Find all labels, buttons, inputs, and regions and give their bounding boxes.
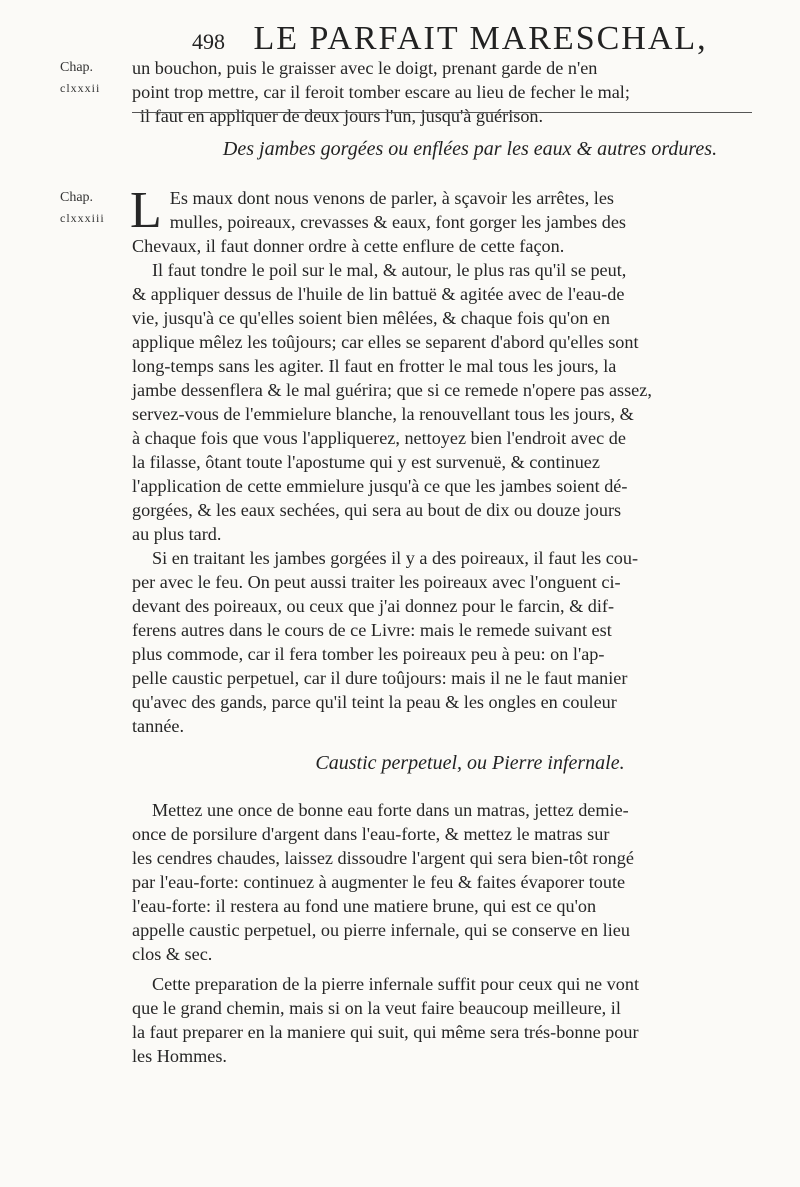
drop-cap: L: [130, 182, 162, 239]
text-line: Cette preparation de la pierre infernale suffit pour ceux qui ne vont: [152, 974, 640, 994]
text-line: appelle caustic perpetuel, ou pierre infernale, qui se conserve en lieu: [132, 920, 630, 940]
text-line: les Hommes.: [132, 1046, 227, 1066]
text-line: devant des poireaux, ou ceux que j'ai donnez pour le farcin, & dif-: [132, 596, 615, 616]
text-line: vie, jusqu'à ce qu'elles soient bien mêlées, & chaque fois qu'on en: [132, 308, 611, 328]
text-line: l'application de cette emmielure jusqu'à ce que les jambes soient dé-: [132, 476, 628, 496]
text-line: plus commode, car il fera tomber les poireaux peu à peu: on l'ap-: [132, 644, 605, 664]
margin-note-chapter-183: [60, 188, 130, 228]
text-line: clos & sec.: [132, 944, 213, 964]
text-line: la faut preparer en la maniere qui suit, qui même sera trés-bonne pour: [132, 1022, 639, 1042]
text-line: servez-vous de l'emmielure blanche, la renouvellant tous les jours, &: [132, 404, 634, 424]
text-line: qu'avec des gands, parce qu'il teint la peau & les ongles en couleur: [132, 692, 617, 712]
text-line: il faut en appliquer de deux jours l'un, jusqu'à guérison.: [140, 106, 544, 126]
text-line: Chevaux, il faut donner ordre à cette enflure de cette façon.: [132, 236, 565, 256]
text-line: les cendres chaudes, laissez dissoudre l'argent qui sera bien-tôt rongé: [132, 848, 634, 868]
margin-note-number: clxxxiii: [60, 211, 105, 225]
text-line: per avec le feu. On peut aussi traiter les poireaux avec l'onguent ci-: [132, 572, 621, 592]
paragraph-4: [132, 798, 792, 966]
top-text-block: [132, 56, 792, 128]
margin-note-label: Chap.: [60, 60, 94, 75]
text-line: once de porsilure d'argent dans l'eau-forte, & mettez le matras sur: [132, 824, 610, 844]
text-line: mulles, poireaux, crevasses & eaux, font gorger les jambes des: [169, 212, 627, 232]
section-divider: [132, 112, 752, 113]
text-line: tannée.: [132, 716, 185, 736]
paragraph-2: [132, 258, 792, 546]
text-line: gorgées, & les eaux sechées, qui sera au bout de dix ou douze jours: [132, 500, 622, 520]
text-line: ferens autres dans le cours de ce Livre: mais le remede suivant est: [132, 620, 612, 640]
paragraph-1: [130, 182, 792, 258]
text-line: l'eau-forte: il restera au fond une matiere brune, qui est ce qu'on: [132, 896, 597, 916]
text-line: la filasse, ôtant toute l'apostume qui y est survenuë, & continuez: [132, 452, 600, 472]
running-header: [192, 20, 752, 58]
text-line: Mettez une once de bonne eau forte dans un matras, jettez demie-: [152, 800, 629, 820]
text-line: long-temps sans les agiter. Il faut en frotter le mal tous les jours, la: [132, 356, 617, 376]
running-title: LE PARFAIT MARESCHAL,: [253, 20, 708, 57]
recipe-heading: Caustic perpetuel, ou Pierre infernale.: [315, 752, 625, 774]
text-line: au plus tard.: [132, 524, 222, 544]
text-line: que le grand chemin, mais si on la veut faire beaucoup meilleure, il: [132, 998, 621, 1018]
text-line: applique mêlez les toûjours; car elles se separent d'abord qu'elles sont: [132, 332, 639, 352]
paragraph-5: [132, 972, 792, 1068]
margin-note-number: clxxxii: [60, 81, 101, 95]
margin-note-label: Chap.: [60, 190, 94, 205]
section-heading: Des jambes gorgées ou enflées par les eaux & autres ordures.: [222, 138, 718, 160]
text-line: & appliquer dessus de l'huile de lin battuë & agitée avec de l'eau-de: [132, 284, 625, 304]
text-line: jambe dessenflera & le mal guérira; que si ce remede n'opere pas assez,: [132, 380, 652, 400]
page-number: 498: [192, 29, 225, 54]
text-line: Es maux dont nous venons de parler, à sçavoir les arrêtes, les: [169, 188, 614, 208]
text-line: à chaque fois que vous l'appliquerez, nettoyez bien l'endroit avec de: [132, 428, 626, 448]
text-line: point trop mettre, car il feroit tomber escare au lieu de fecher le mal;: [132, 82, 630, 102]
paragraph-3: [132, 546, 792, 738]
text-line: Si en traitant les jambes gorgées il y a des poireaux, il faut les cou-: [152, 548, 639, 568]
text-line: pelle caustic perpetuel, car il dure toûjours: mais il ne le faut manier: [132, 668, 628, 688]
text-line: par l'eau-forte: continuez à augmenter le feu & faites évaporer toute: [132, 872, 626, 892]
text-line: un bouchon, puis le graisser avec le doigt, prenant garde de n'en: [132, 58, 598, 78]
text-line: Il faut tondre le poil sur le mal, & autour, le plus ras qu'il se peut,: [152, 260, 627, 280]
margin-note-chapter-182: [60, 58, 130, 98]
